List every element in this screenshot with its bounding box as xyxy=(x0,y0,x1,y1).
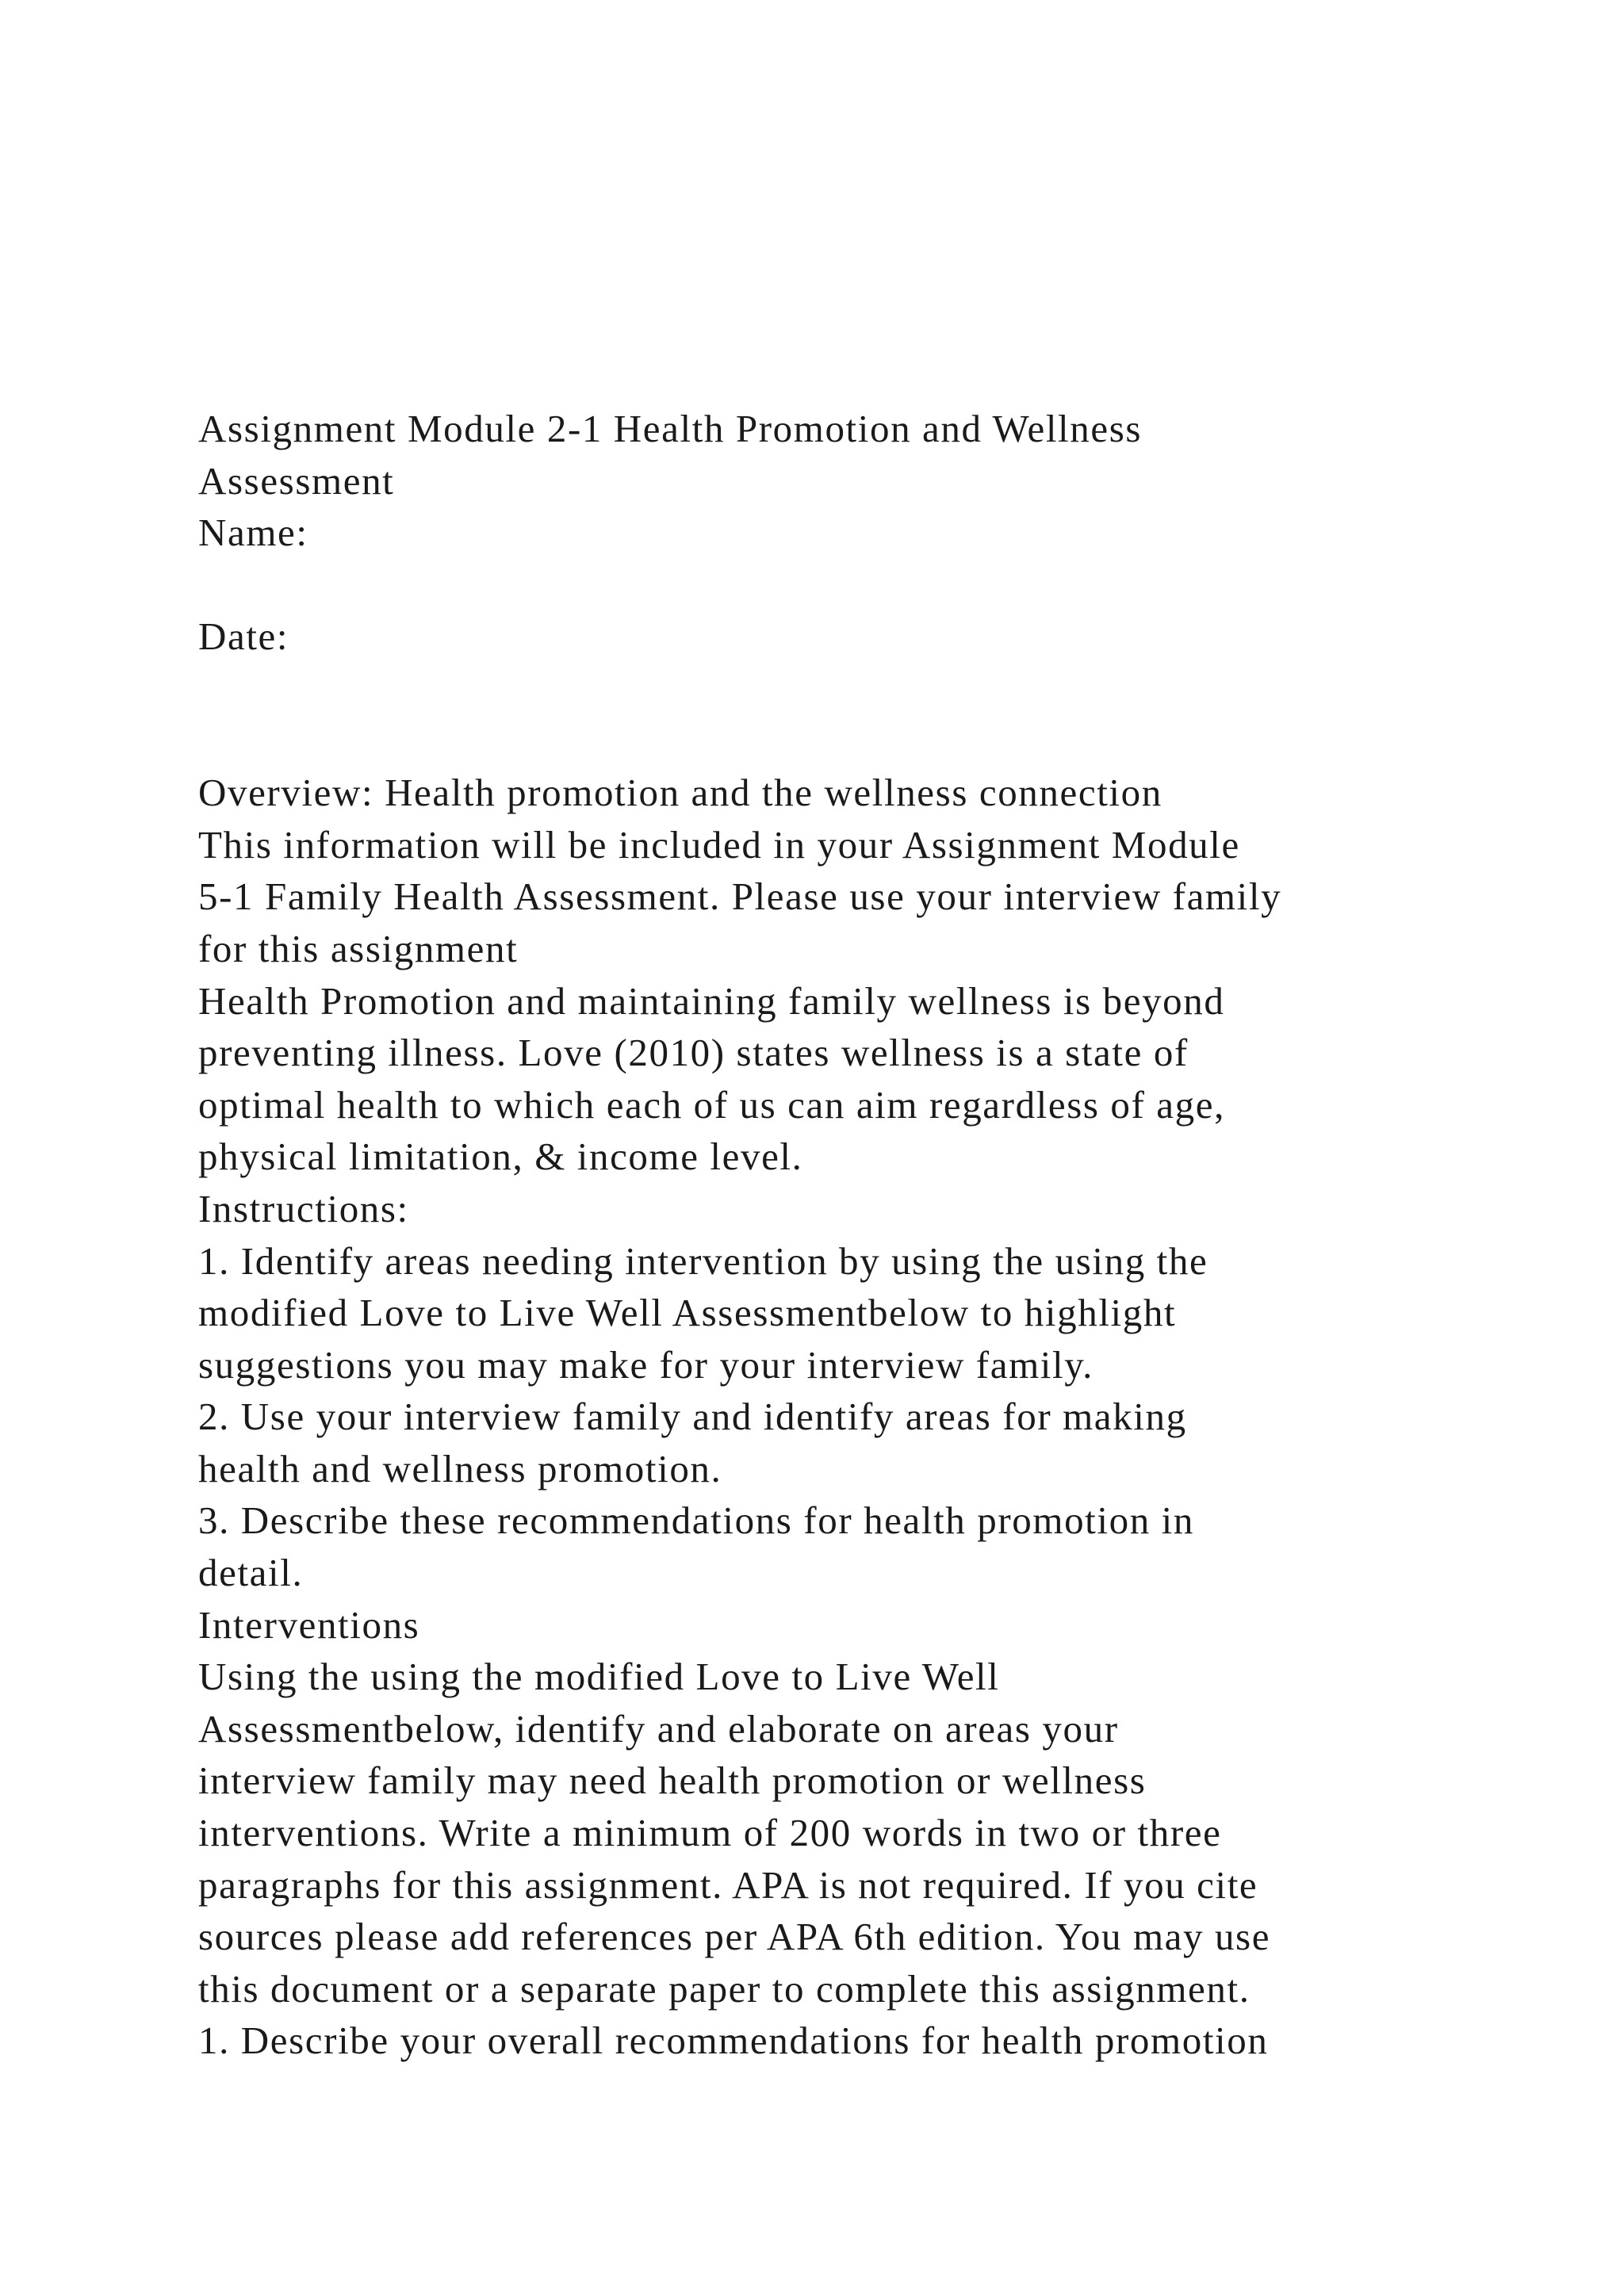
overview-heading: Overview: Health promotion and the wellness connection xyxy=(198,771,1162,815)
blank-line xyxy=(198,559,1562,611)
document-title-line-1: Assignment Module 2-1 Health Promotion and Wellness xyxy=(198,407,1143,450)
paragraph-line: for this assignment xyxy=(198,926,519,970)
blank-line xyxy=(198,715,1562,767)
blank-line xyxy=(198,663,1562,715)
paragraph-line: optimal health to which each of us can aim regardless of age, xyxy=(198,1082,1225,1127)
instruction-item-line: suggestions you may make for your interview family. xyxy=(198,1342,1094,1387)
instruction-item-line: health and wellness promotion. xyxy=(198,1446,722,1490)
instruction-item-line: 3. Describe these recommendations for health promotion in xyxy=(198,1498,1194,1543)
paragraph-line: 5-1 Family Health Assessment. Please use your interview family xyxy=(198,874,1282,919)
paragraph-line: Using the using the modified Love to Live Well xyxy=(198,1655,1000,1699)
document-title-line-2: Assessment xyxy=(198,458,395,503)
paragraph-line: paragraphs for this assignment. APA is not required. If you cite xyxy=(198,1862,1258,1907)
document-body xyxy=(198,403,1562,2067)
paragraph-line: Health Promotion and maintaining family wellness is beyond xyxy=(198,978,1225,1023)
paragraph-line: this document or a separate paper to complete this assignment. xyxy=(198,1966,1251,2011)
paragraph-line: This information will be included in your Assignment Module xyxy=(198,822,1240,867)
paragraph-line: Assessmentbelow, identify and elaborate on areas your xyxy=(198,1706,1119,1751)
name-label: Name: xyxy=(198,511,308,555)
question-item-line: 1. Describe your overall recommendations for health promotion xyxy=(198,2019,1269,2063)
interventions-heading: Interventions xyxy=(198,1602,420,1647)
paragraph-line: interview family may need health promotion or wellness xyxy=(198,1758,1147,1803)
paragraph-line: sources please add references per APA 6th edition. You may use xyxy=(198,1915,1271,1959)
paragraph-line: interventions. Write a minimum of 200 words in two or three xyxy=(198,1811,1222,1855)
date-label: Date: xyxy=(198,614,289,659)
paragraph-line: physical limitation, & income level. xyxy=(198,1135,803,1179)
instruction-item-line: modified Love to Live Well Assessmentbelow to highlight xyxy=(198,1291,1177,1335)
instruction-item-line: 2. Use your interview family and identify areas for making xyxy=(198,1395,1187,1439)
instruction-item-line: 1. Identify areas needing intervention by using the using the xyxy=(198,1238,1208,1283)
instruction-item-line: detail. xyxy=(198,1551,304,1595)
instructions-heading: Instructions: xyxy=(198,1186,409,1230)
paragraph-line: preventing illness. Love (2010) states wellness is a state of xyxy=(198,1031,1189,1075)
